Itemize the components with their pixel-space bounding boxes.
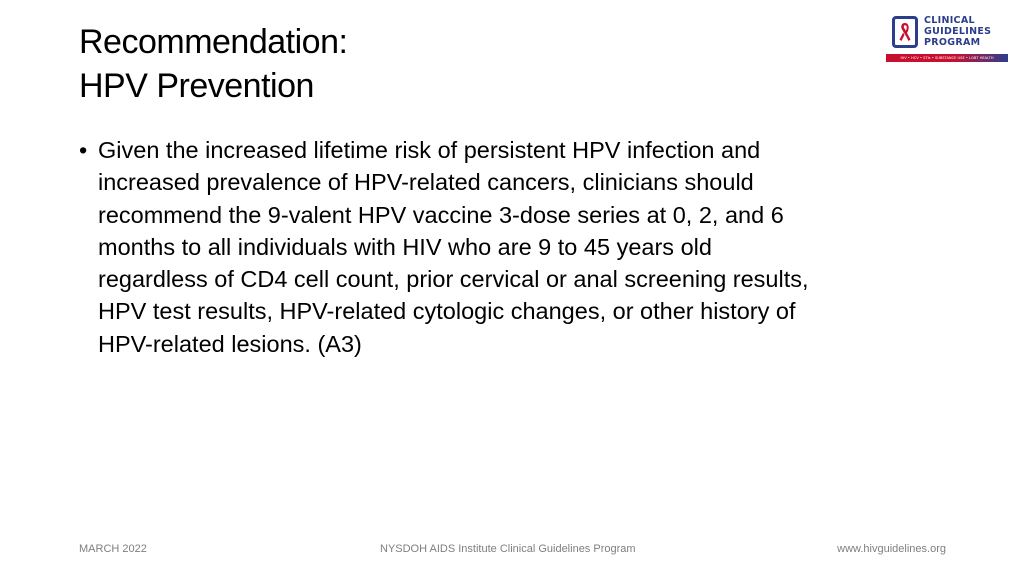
footer-organization: NYSDOH AIDS Institute Clinical Guidelines Program <box>380 543 636 555</box>
logo-emblem <box>892 16 918 48</box>
bullet-text-line: Given the increased lifetime risk of persistent HPV infection and <box>98 137 761 163</box>
bullet-text-line: HPV-related lesions. (A3) <box>98 330 362 357</box>
slide-title <box>79 20 779 108</box>
logo-text-line-1: CLINICAL <box>924 15 975 26</box>
red-ribbon-icon <box>897 21 913 43</box>
bullet-text-line: regardless of CD4 cell count, prior cervical or anal screening results, <box>98 266 809 293</box>
clinical-guidelines-program-logo <box>886 14 1008 64</box>
logo-wordmark <box>924 15 991 48</box>
bullet-text-line: HPV test results, HPV-related cytologic changes, or other history of <box>98 298 796 325</box>
bullet-item <box>79 134 929 360</box>
logo-text-line-2: GUIDELINES <box>924 26 992 37</box>
recommendation-body <box>79 134 929 360</box>
bullet-text-line: recommend the 9-valent HPV vaccine 3-dose series at 0, 2, and 6 <box>98 201 784 228</box>
footer-date: MARCH 2022 <box>79 543 147 555</box>
bullet-text <box>98 134 809 360</box>
logo-text-line-3: PROGRAM <box>924 37 981 48</box>
bullet-text-line: months to all individuals with HIV who are 9 to 45 years old <box>98 233 712 260</box>
logo-tagline-bar: HIV • HCV • STIs • SUBSTANCE USE • LGBT HEALTH <box>886 54 1008 62</box>
footer-website-link[interactable]: www.hivguidelines.org <box>837 543 946 555</box>
bullet-marker: • <box>79 137 88 163</box>
slide-title-line-1: Recommendation: <box>79 23 348 61</box>
bullet-text-line: increased prevalence of HPV-related cancers, clinicians should <box>98 169 754 196</box>
slide-title-line-2: HPV Prevention <box>79 67 314 105</box>
